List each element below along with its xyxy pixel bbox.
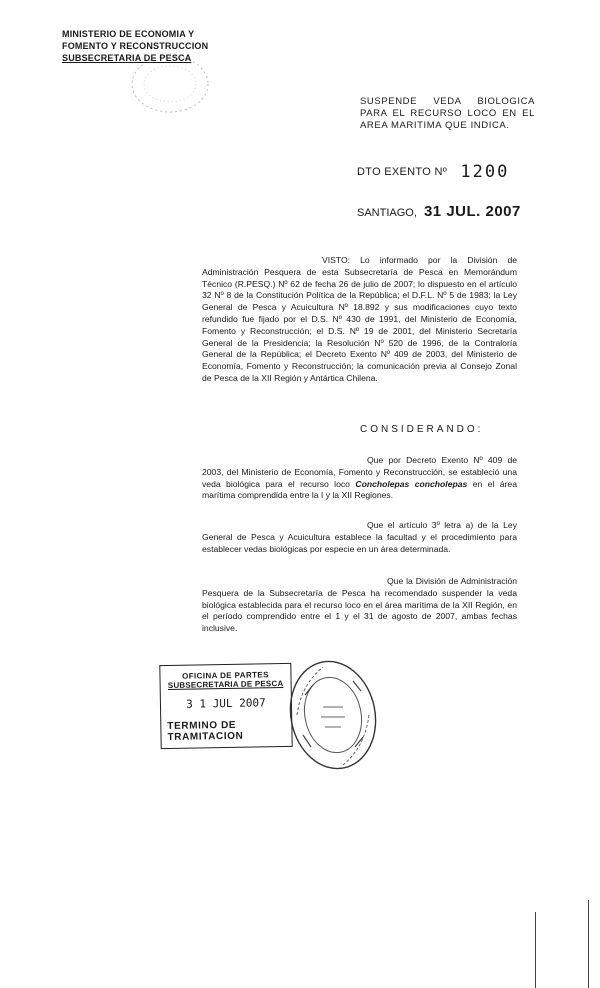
page-edge-rule [588, 900, 589, 988]
letterhead-subsecretaria: SUBSECRETARIA DE PESCA [62, 53, 192, 63]
letterhead-ministry: MINISTERIO DE ECONOMIA Y [62, 29, 195, 39]
letterhead-fomento: FOMENTO Y RECONSTRUCCION [62, 41, 209, 51]
considerando-paragraph-2: Que el artículo 3º letra a) de la Ley General de Pesca y Acuicultura establece la facultad y el procedimiento para establecer vedas biológicas por especie en un área determinada. [202, 520, 517, 554]
page-edge-rule [535, 912, 536, 988]
considerando-heading: CONSIDERANDO: [360, 424, 484, 435]
species-name: Concholepas concholepas [355, 478, 468, 489]
considerando-paragraph-1: Que por Decreto Exento Nº 409 de 2003, del Ministerio de Economía, Fomento y Reconstrucción, se estableció una veda biológica para el recurso loco Concholepas concholepas en el área marítima comprendida entre la I y la XII Regiones. [202, 455, 517, 501]
vistos-text: Lo informado por la División de Administración Pesquera de esta Subsecretaría de Pesca en Memorándum Técnico (R.PESQ.) Nº 62 de fecha 26 de julio de 2007; lo dispuesto en el artículo 32 Nº 8 de la Constitución Política de la República; el D.F.L. Nº 5 de 1983; la Ley General de Pesca y Acuicultura Nº 18.892 y sus modificaciones cuyo texto refundido fue fijado por el D.S. Nº 430 de 1991, del Ministerio de Economía, Fomento y Reconstrucción; el D.S. Nº 19 de 2001, del Ministerio Secretaría General de la Presidencia; la Resolución Nº 520 de 1996, de la Contraloría General de la República; el Decreto Exento Nº 409 de 2003, del Ministerio de Economía, Fomento y Reconstrucción; la comunicación previa al Consejo Zonal de Pesca de la XII Región y Antártica Chilena. [202, 255, 518, 383]
vistos-paragraph [202, 255, 517, 385]
letterhead [62, 28, 208, 64]
decree-label: DTO EXENTO Nº [357, 166, 448, 178]
considerando-paragraph-3: Que la División de Administración Pesquera de la Subsecretaría de Pesca ha recomendado suspender la veda biológica establecida para el recurso loco en el área marítima de la XII Región, en el período comprendido entre el 1 y el 31 de agosto de 2007, ambas fechas inclusive. [202, 576, 517, 634]
vistos-lead: VISTO: [322, 255, 351, 265]
reception-stamp [159, 663, 292, 749]
decree-number-line [357, 162, 509, 182]
place-date-line [357, 203, 521, 220]
decree-number: 1200 [460, 162, 510, 182]
official-seal-icon [283, 655, 378, 775]
decree-subject: SUSPENDE VEDA BIOLOGICA PARA EL RECURSO LOCO EN EL AREA MARITIMA QUE INDICA. [360, 96, 535, 131]
stamp-status: TERMINO DE TRAMITACION [167, 719, 244, 744]
place: SANTIAGO, [357, 207, 417, 219]
decree-date: 31 JUL. 2007 [423, 203, 521, 220]
stamp-subsecretaria: SUBSECRETARIA DE PESCA [167, 678, 284, 691]
stamp-date: 3 1 JUL 2007 [186, 696, 266, 711]
stamp-office: OFICINA DE PARTES [181, 670, 269, 681]
